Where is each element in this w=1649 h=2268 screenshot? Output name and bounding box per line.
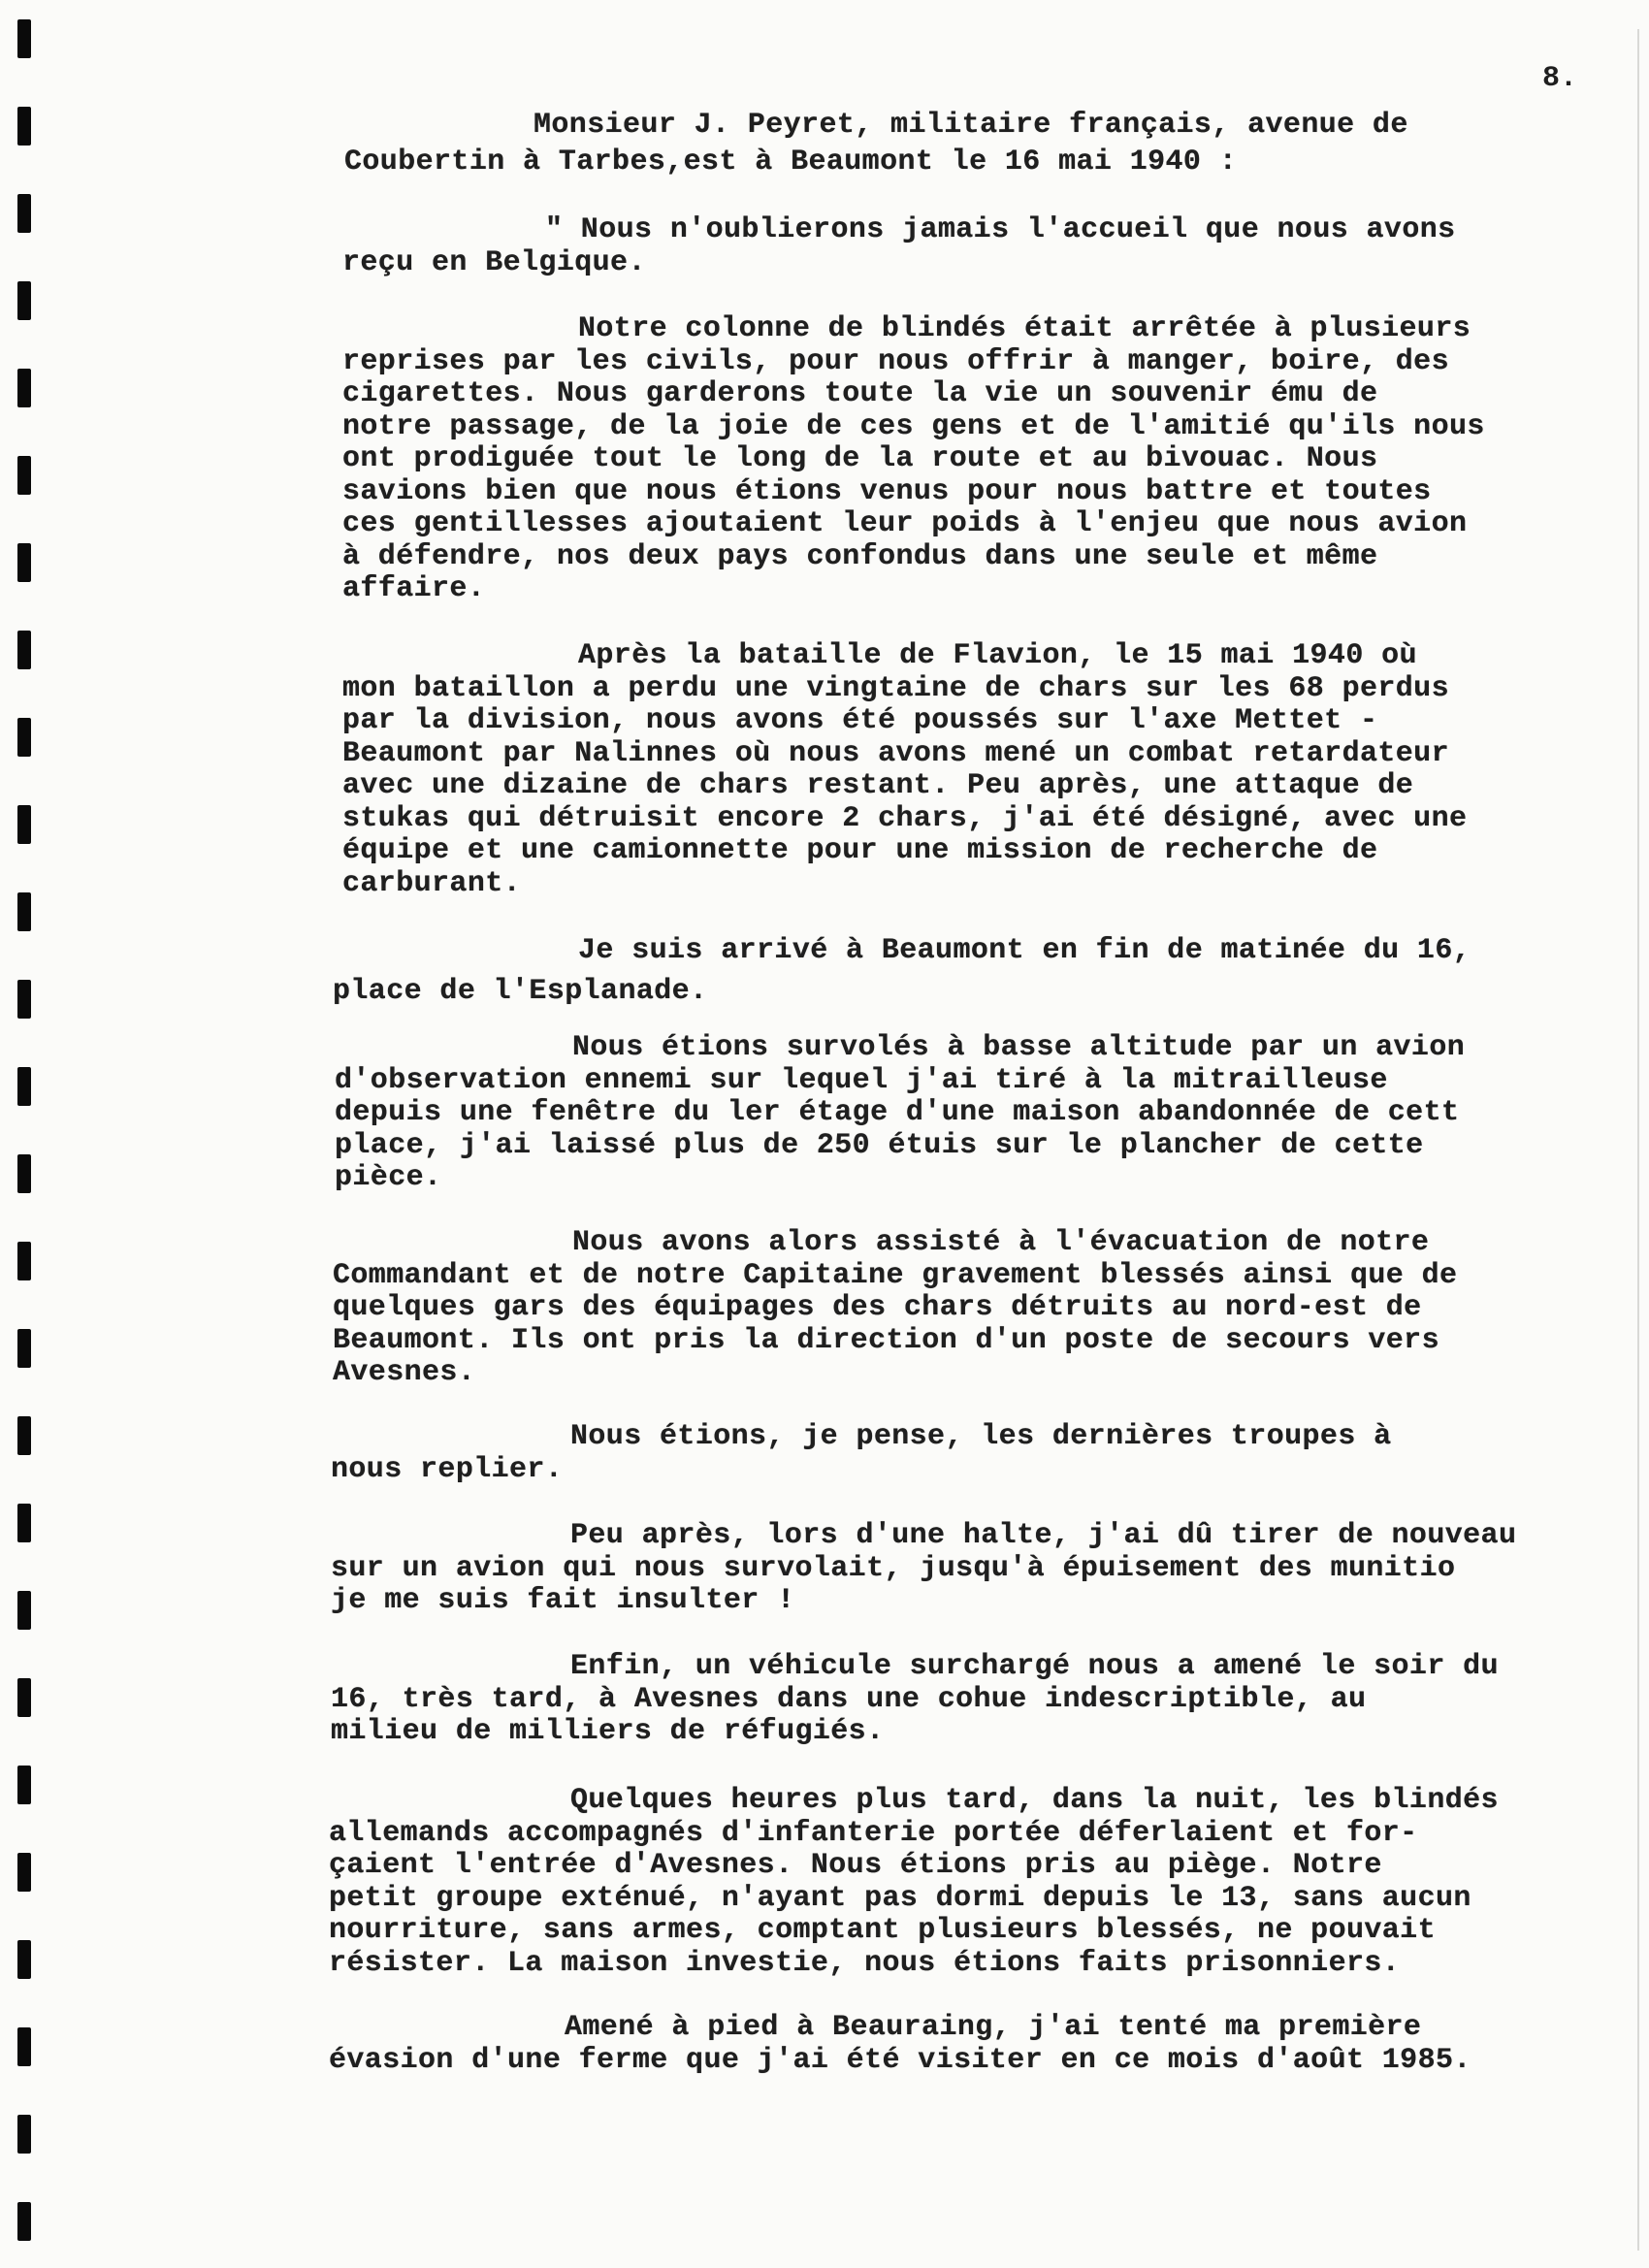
text-line: place, j'ai laissé plus de 250 étuis sur le plancher de cette xyxy=(335,1129,1424,1162)
text-line: ont prodiguée tout le long de la route et au bivouac. Nous xyxy=(342,442,1378,475)
text-line: nourriture, sans armes, comptant plusieurs blessés, ne pouvait xyxy=(329,1914,1436,1947)
text-line: çaient l'entrée d'Avesnes. Nous étions pris au piège. Notre xyxy=(329,1849,1382,1882)
text-line: ces gentillesses ajoutaient leur poids à l'enjeu que nous avion xyxy=(342,507,1468,540)
binding-hole xyxy=(17,543,31,582)
text-line: Peu après, lors d'une halte, j'ai dû tirer de nouveau xyxy=(570,1519,1517,1552)
text-line: reçu en Belgique. xyxy=(342,246,646,279)
text-line: depuis une fenêtre du ler étage d'une maison abandonnée de cett xyxy=(335,1096,1460,1129)
text-line: Coubertin à Tarbes,est à Beaumont le 16 mai 1940 : xyxy=(344,146,1238,178)
binding-hole xyxy=(17,1416,31,1455)
text-line: affaire. xyxy=(342,572,486,605)
binding-hole xyxy=(17,980,31,1019)
binding-hole xyxy=(17,1504,31,1542)
binding-hole xyxy=(17,369,31,407)
binding-hole xyxy=(17,107,31,146)
text-line: " Nous n'oublierons jamais l'accueil que nous avons xyxy=(545,213,1456,246)
text-line: pièce. xyxy=(335,1161,442,1194)
text-line: Monsieur J. Peyret, militaire français, avenue de xyxy=(534,109,1408,142)
text-line: Amené à pied à Beauraing, j'ai tenté ma première xyxy=(565,2011,1422,2044)
binding-hole xyxy=(17,194,31,233)
text-line: sur un avion qui nous survolait, jusqu'à épuisement des munitio xyxy=(331,1552,1456,1585)
binding-hole xyxy=(17,19,31,58)
text-line: quelques gars des équipages des chars détruits au nord-est de xyxy=(333,1291,1422,1324)
text-line: carburant. xyxy=(342,867,522,900)
text-line: à défendre, nos deux pays confondus dans une seule et même xyxy=(342,540,1378,573)
spiral-binding xyxy=(17,19,33,2251)
text-line: Nous étions, je pense, les dernières troupes à xyxy=(570,1420,1392,1453)
text-line: résister. La maison investie, nous étions faits prisonniers. xyxy=(329,1947,1401,1980)
text-line: équipe et une camionnette pour une mission de recherche de xyxy=(342,834,1378,867)
text-line: mon bataillon a perdu une vingtaine de chars sur les 68 perdus xyxy=(342,672,1449,705)
text-line: d'observation ennemi sur lequel j'ai tiré à la mitrailleuse xyxy=(335,1064,1388,1097)
binding-hole xyxy=(17,1154,31,1193)
text-line: Quelques heures plus tard, dans la nuit, les blindés xyxy=(570,1784,1499,1817)
binding-hole xyxy=(17,1766,31,1804)
text-line: petit groupe exténué, n'ayant pas dormi depuis le 13, sans aucun xyxy=(329,1882,1471,1915)
text-line: Avesnes. xyxy=(333,1356,476,1389)
binding-hole xyxy=(17,2115,31,2154)
text-line: nous replier. xyxy=(331,1453,564,1486)
binding-hole xyxy=(17,1678,31,1717)
binding-hole xyxy=(17,281,31,320)
text-line: Notre colonne de blindés était arrêtée à plusieurs xyxy=(578,312,1471,345)
binding-hole xyxy=(17,631,31,669)
binding-hole xyxy=(17,1067,31,1106)
binding-hole xyxy=(17,1853,31,1892)
text-line: évasion d'une ferme que j'ai été visiter en ce mois d'août 1985. xyxy=(329,2044,1471,2077)
text-line: cigarettes. Nous garderons toute la vie un souvenir ému de xyxy=(342,377,1378,410)
text-line: reprises par les civils, pour nous offrir à manger, boire, des xyxy=(342,345,1449,378)
text-line: notre passage, de la joie de ces gens et de l'amitié qu'ils nous xyxy=(342,410,1485,443)
binding-hole xyxy=(17,456,31,495)
text-line: Je suis arrivé à Beaumont en fin de matinée du 16, xyxy=(578,934,1471,967)
text-line: Nous étions survolés à basse altitude par un avion xyxy=(572,1031,1466,1064)
binding-hole xyxy=(17,1940,31,1979)
text-line: Après la bataille de Flavion, le 15 mai 1940 où xyxy=(578,639,1417,672)
text-line: Beaumont. Ils ont pris la direction d'un poste de secours vers xyxy=(333,1324,1439,1357)
page-edge xyxy=(1637,29,1639,2251)
text-line: Beaumont par Nalinnes où nous avons mené un combat retardateur xyxy=(342,737,1449,770)
text-line: place de l'Esplanade. xyxy=(333,975,708,1008)
binding-hole xyxy=(17,892,31,931)
binding-hole xyxy=(17,1242,31,1280)
text-line: savions bien que nous étions venus pour nous battre et toutes xyxy=(342,475,1432,508)
binding-hole xyxy=(17,2202,31,2241)
text-line: stukas qui détruisit encore 2 chars, j'ai été désigné, avec une xyxy=(342,802,1468,835)
text-line: je me suis fait insulter ! xyxy=(331,1584,795,1617)
binding-hole xyxy=(17,805,31,844)
binding-hole xyxy=(17,1591,31,1630)
text-line: allemands accompagnés d'infanterie portée déferlaient et for- xyxy=(329,1817,1418,1850)
text-line: par la division, nous avons été poussés sur l'axe Mettet - xyxy=(342,704,1378,737)
text-line: Commandant et de notre Capitaine gravement blessés ainsi que de xyxy=(333,1259,1458,1292)
text-line: Enfin, un véhicule surchargé nous a amené le soir du xyxy=(570,1650,1499,1683)
binding-hole xyxy=(17,2027,31,2066)
page-number: 8. xyxy=(1542,62,1578,95)
text-line: Nous avons alors assisté à l'évacuation de notre xyxy=(572,1226,1430,1259)
text-line: 16, très tard, à Avesnes dans une cohue indescriptible, au xyxy=(331,1683,1367,1716)
binding-hole xyxy=(17,718,31,757)
text-line: milieu de milliers de réfugiés. xyxy=(331,1715,885,1748)
text-line: avec une dizaine de chars restant. Peu après, une attaque de xyxy=(342,769,1414,802)
binding-hole xyxy=(17,1329,31,1368)
